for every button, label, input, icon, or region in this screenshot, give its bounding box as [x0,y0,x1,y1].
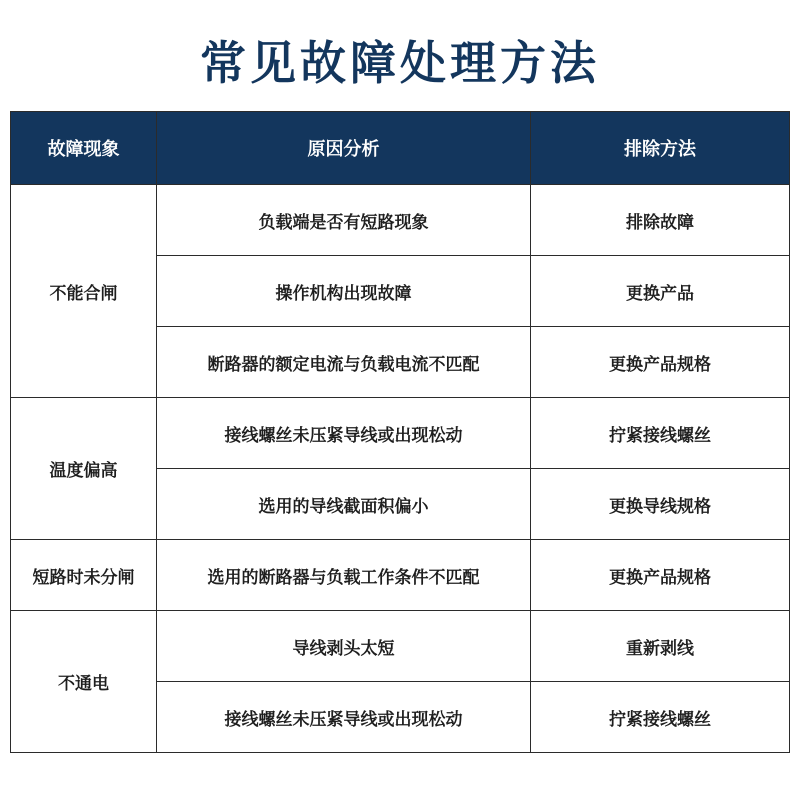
table-row [11,185,790,256]
header-cause: 原因分析 [157,112,531,185]
solution-cell: 拧紧接线螺丝 [531,682,790,753]
solution-cell: 重新剥线 [531,611,790,682]
fault-table [10,111,790,753]
cause-cell: 断路器的额定电流与负载电流不匹配 [157,327,531,398]
cause-cell: 操作机构出现故障 [157,256,531,327]
header-row [11,112,790,185]
header-symptom: 故障现象 [11,112,157,185]
cause-cell: 选用的导线截面积偏小 [157,469,531,540]
header-solution: 排除方法 [531,112,790,185]
symptom-cell: 温度偏高 [11,398,157,540]
solution-cell: 更换产品 [531,256,790,327]
table-row [11,540,790,611]
symptom-cell: 不能合闸 [11,185,157,398]
cause-cell: 负载端是否有短路现象 [157,185,531,256]
page-title: 常见故障处理方法 [200,36,600,90]
symptom-cell: 不通电 [11,611,157,753]
symptom-cell: 短路时未分闸 [11,540,157,611]
solution-cell: 拧紧接线螺丝 [531,398,790,469]
solution-cell: 更换产品规格 [531,327,790,398]
solution-cell: 更换产品规格 [531,540,790,611]
solution-cell: 排除故障 [531,185,790,256]
cause-cell: 接线螺丝未压紧导线或出现松动 [157,682,531,753]
cause-cell: 选用的断路器与负载工作条件不匹配 [157,540,531,611]
table-row [11,611,790,682]
solution-cell: 更换导线规格 [531,469,790,540]
table-row [11,398,790,469]
cause-cell: 导线剥头太短 [157,611,531,682]
cause-cell: 接线螺丝未压紧导线或出现松动 [157,398,531,469]
